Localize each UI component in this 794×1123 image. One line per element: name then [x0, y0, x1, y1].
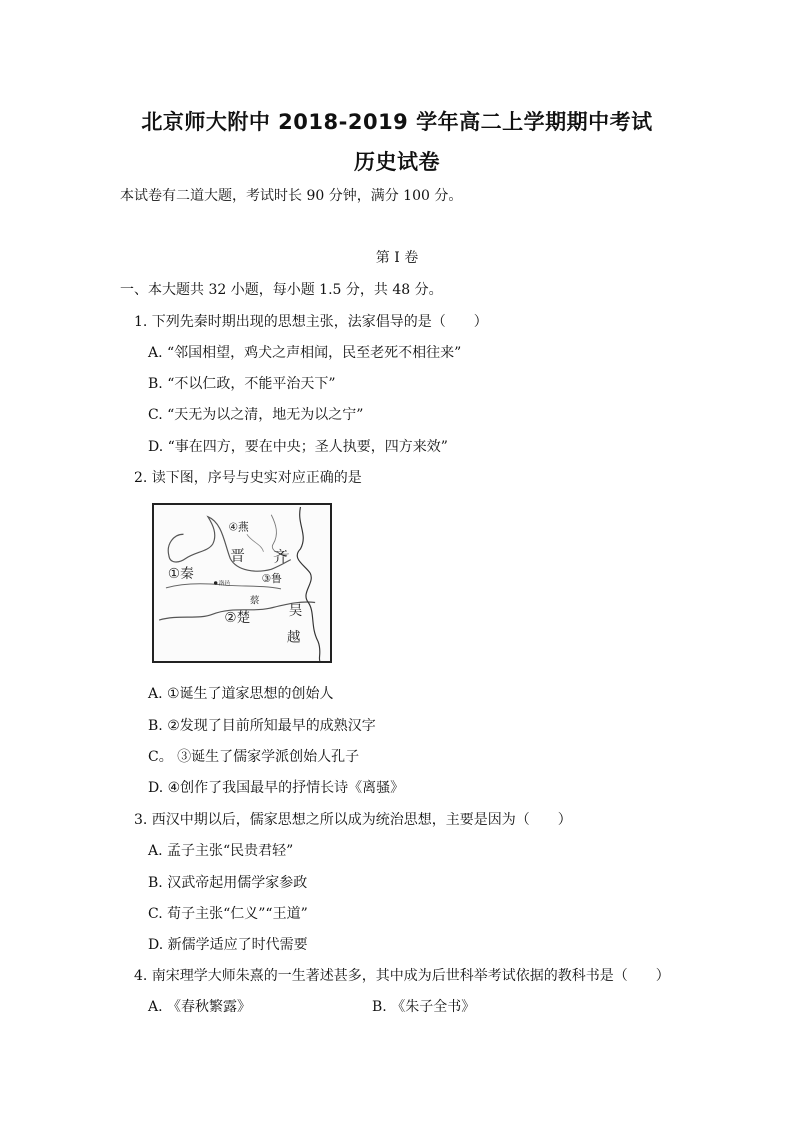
- map-label-jin: 晋: [230, 547, 245, 565]
- exam-intro: 本试卷有二道大题，考试时长 90 分钟，满分 100 分。: [120, 188, 463, 204]
- map-label-qin: ①秦: [167, 566, 194, 583]
- question-2-option-c: C。 ③诞生了儒家学派创始人孔子: [148, 749, 360, 765]
- map-label-luoyi: 洛邑: [218, 580, 231, 587]
- map-label-lu: ③鲁: [261, 572, 282, 586]
- question-1-option-a: A. “邻国相望，鸡犬之声相闻，民至老死不相往来”: [148, 345, 462, 361]
- question-2-stem: 2. 读下图，序号与史实对应正确的是: [134, 470, 362, 486]
- question-1-option-d: D. “事在四方，要在中央；圣人执要，四方来效”: [148, 439, 448, 455]
- question-2-option-b: B. ②发现了目前所知最早的成熟汉字: [148, 718, 376, 734]
- map-label-chu: ②楚: [224, 610, 251, 626]
- question-3-option-c: C. 荀子主张“仁义”“王道”: [148, 906, 308, 922]
- map-label-cai: 蔡: [249, 595, 260, 607]
- exam-title: 北京师大附中 2018-2019 学年高二上学期期中考试: [141, 110, 653, 134]
- map-label-wu: 吴: [288, 603, 303, 620]
- map-label-qi: 齐: [273, 548, 288, 566]
- question-3-option-d: D. 新儒学适应了时代需要: [148, 937, 308, 953]
- question-3-stem: 3. 西汉中期以后，儒家思想之所以成为统治思想，主要是因为（ ）: [134, 812, 572, 828]
- question-3-option-a: A. 孟子主张“民贵君轻”: [148, 843, 294, 859]
- question-2-option-d: D. ④创作了我国最早的抒情长诗《离骚》: [148, 780, 405, 796]
- question-1-stem: 1. 下列先秦时期出现的思想主张，法家倡导的是（ ）: [134, 314, 488, 330]
- question-2-option-a: A. ①诞生了道家思想的创始人: [148, 686, 334, 702]
- luoyi-marker: [214, 581, 218, 585]
- question-4-stem: 4. 南宋理学大师朱熹的一生著述甚多，其中成为后世科举考试依据的教科书是（ ）: [134, 968, 670, 984]
- section-heading: 一、本大题共 32 小题，每小题 1.5 分，共 48 分。: [120, 282, 443, 298]
- question-3-option-b: B. 汉武帝起用儒学家参政: [148, 875, 308, 891]
- question-4-option-a: A. 《春秋繁露》: [148, 999, 252, 1015]
- coastline: [297, 507, 320, 661]
- volume-label: 第 I 卷: [375, 250, 419, 266]
- question-1-option-b: B. “不以仁政，不能平治天下”: [148, 376, 336, 392]
- question-4-option-b: B. 《朱子全书》: [372, 999, 476, 1015]
- warring-states-map: [152, 503, 332, 663]
- exam-subtitle: 历史试卷: [354, 150, 440, 174]
- question-1-option-c: C. “天无为以之清，地无为以之宁”: [148, 407, 364, 423]
- map-label-yue: 越: [286, 629, 301, 646]
- map-label-yan: ④燕: [228, 520, 249, 534]
